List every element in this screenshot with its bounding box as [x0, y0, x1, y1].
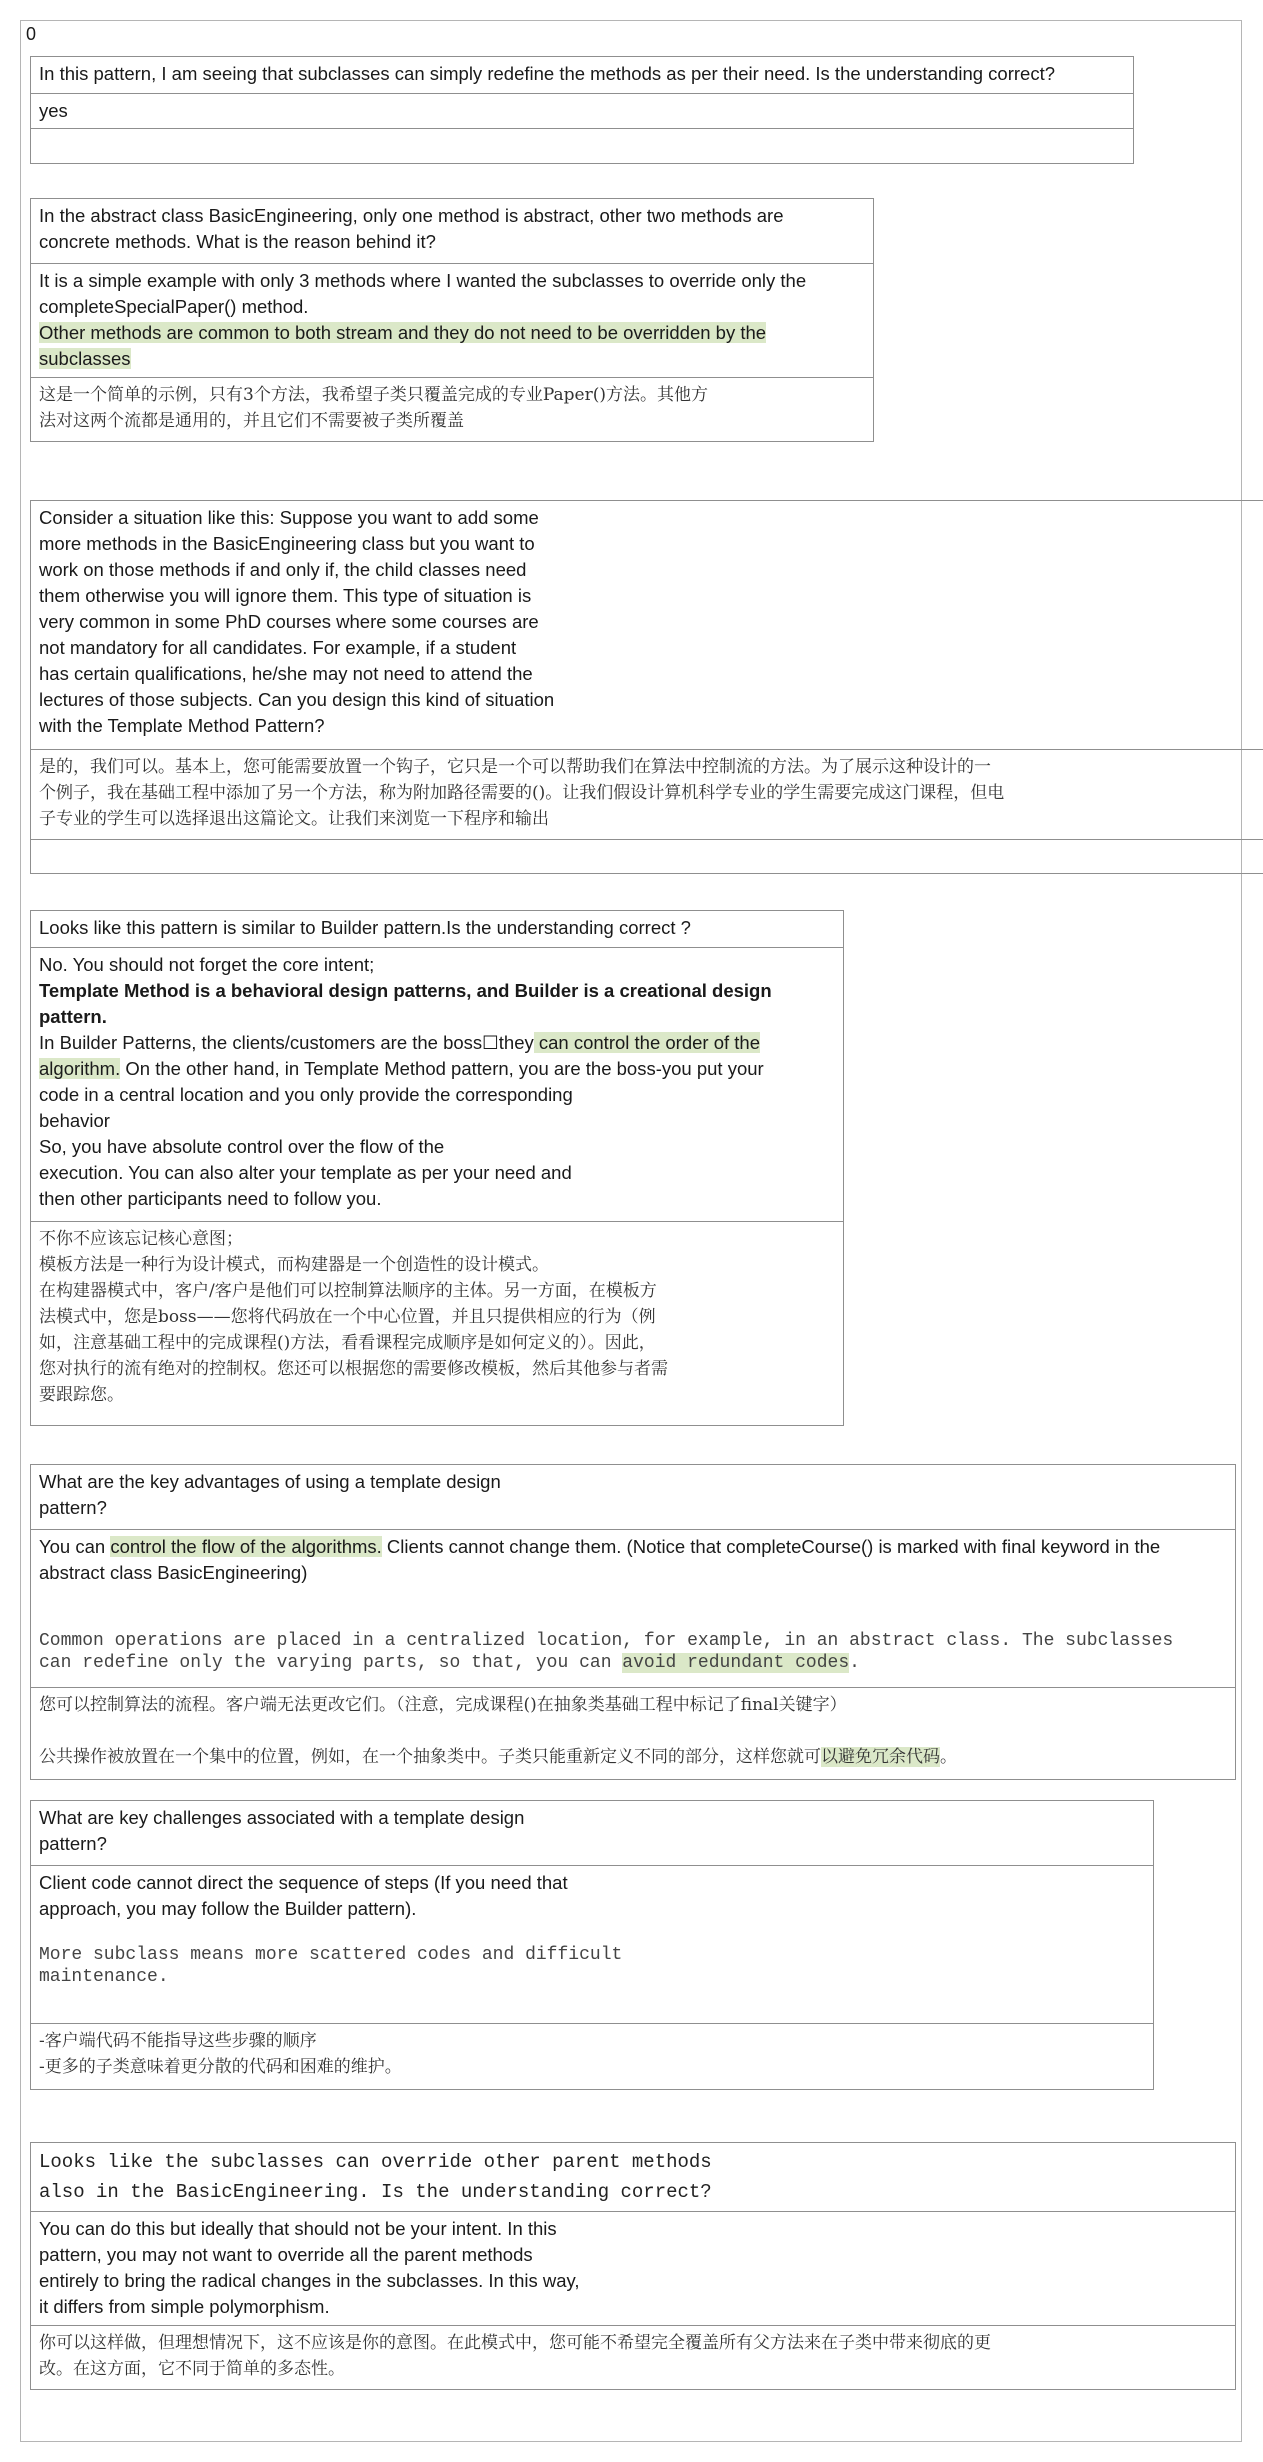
qa-table-5 — [30, 1464, 1236, 1780]
qa-table-4 — [30, 910, 844, 1426]
highlighted-text: 以避免冗余代码 — [821, 1747, 940, 1767]
qa-table-1 — [30, 56, 1134, 164]
translation-cell: 是的，我们可以。基本上，您可能需要放置一个钩子，它只是一个可以帮助我们在算法中控制流的方法。为了展示这种设计的一 个例子，我在基础工程中添加了另一个方法，称为附加路径需要的()。让我们假设计算机科学专业的学生需要完成这门课程，但电 子专业的学生可以选择退出这篇论文。让我们来浏览一下程序和输出 — [31, 749, 1263, 839]
question-cell — [31, 57, 1133, 93]
qa-table-6 — [30, 1800, 1154, 2090]
answer-text: yes — [39, 100, 68, 121]
answer-cell: Client code cannot direct the sequence of steps (If you need that approach, you may follow the Builder pattern). More subclass means more scattered codes and difficult maintenance. — [31, 1865, 1153, 2023]
qa-table-2 — [30, 198, 874, 442]
translation-cell: 你可以这样做，但理想情况下，这不应该是你的意图。在此模式中，您可能不希望完全覆盖所有父方法来在子类中带来彻底的更 改。在这方面，它不同于简单的多态性。 — [31, 2325, 1235, 2389]
translation-cell: 您可以控制算法的流程。客户端无法更改它们。（注意，完成课程()在抽象类基础工程中标记了final关键字） 公共操作被放置在一个集中的位置，例如，在一个抽象类中。子类只能重新定义不同的部分，这样您就可以避免冗余代码。 — [31, 1687, 1235, 1779]
highlighted-text: Other methods are common to both stream and they do not need to be overridden by the — [39, 322, 767, 343]
highlighted-text: can control the order of the — [533, 1032, 760, 1053]
question-cell: What are the key advantages of using a template design pattern? — [39, 1471, 501, 1518]
question-cell: Consider a situation like this: Suppose you want to add some more methods in the BasicEngineering class but you want to work on those methods if and only if, the child classes need them otherwise you will ignore them. This type of situation is very common in some PhD courses where some courses are not mandatory for all candidates. For example, if a student has certain qualifications, he/she may not need to attend the lectures of those subjects. Can you design this kind of situation with the Template Method Pattern? — [39, 507, 555, 736]
empty-cell — [31, 128, 1133, 163]
highlighted-text: avoid redundant codes — [622, 1653, 850, 1673]
empty-cell — [31, 839, 1263, 873]
answer-cell: You can control the flow of the algorithms. Clients cannot change them. (Notice that completeCourse() is marked with final keyword in the abstract class BasicEngineering) Common operations are placed in a centralized location, for example, in an abstract class. The subclasses can redefine only the varying parts, so that, you can avoid redundant codes. — [31, 1529, 1235, 1687]
qa-table-3 — [30, 500, 1263, 874]
page-number: 0 — [26, 24, 37, 44]
qa-table-7 — [30, 2142, 1236, 2390]
translation-cell: -客户端代码不能指导这些步骤的顺序 -更多的子类意味着更分散的代码和困难的维护。 — [31, 2023, 1153, 2089]
translation-cell: 这是一个简单的示例，只有3个方法，我希望子类只覆盖完成的专业Paper()方法。其他方 法对这两个流都是通用的，并且它们不需要被子类所覆盖 — [31, 377, 873, 441]
question-text: In this pattern, I am seeing that subclasses can simply redefine the methods as per their need. Is the understanding correct? — [39, 63, 1056, 84]
highlighted-text: subclasses — [39, 348, 131, 369]
question-cell: Looks like the subclasses can override other parent methods also in the BasicEngineering. Is the understanding correct? — [39, 2151, 712, 2203]
translation-cell: 不你不应该忘记核心意图； 模板方法是一种行为设计模式，而构建器是一个创造性的设计模式。 在构建器模式中，客户/客户是他们可以控制算法顺序的主体。另一方面，在模板方 法模式中，您是boss——您将代码放在一个中心位置，并且只提供相应的行为（例 如，注意基础工程中的完成课程()方法，看看课程完成顺序是如何定义的）。因此， 您对执行的流有绝对的控制权。您还可以根据您的需要修改模板，然后其他参与者需 要跟踪您。 — [31, 1221, 843, 1425]
answer-cell — [31, 93, 1133, 128]
answer-cell: No. You should not forget the core intent; Template Method is a behavioral design patterns, and Builder is a creational design pattern. In Builder Patterns, the clients/customers are the boss☐they can control the order of the algorithm. On the other hand, in Template Method pattern, you are the boss-you put your code in a central location and you only provide the corresponding behavior So, you have absolute control over the flow of the execution. You can also alter your template as per your need and then other participants need to follow you. — [31, 947, 843, 1221]
question-cell: Looks like this pattern is similar to Builder pattern.Is the understanding correct ? — [39, 917, 691, 938]
highlighted-text: control the flow of the algorithms. — [110, 1536, 382, 1557]
answer-cell: It is a simple example with only 3 methods where I wanted the subclasses to override only the completeSpecialPaper() method. Other methods are common to both stream and they do not need to be overridden by the subclasses — [31, 263, 873, 377]
answer-cell: You can do this but ideally that should not be your intent. In this pattern, you may not want to override all the parent methods entirely to bring the radical changes in the subclasses. In this way, it differs from simple polymorphism. — [31, 2211, 1235, 2325]
question-cell: What are key challenges associated with a template design pattern? — [39, 1807, 525, 1854]
question-cell: In the abstract class BasicEngineering, only one method is abstract, other two methods are concrete methods. What is the reason behind it? — [39, 205, 784, 252]
highlighted-text: algorithm. — [39, 1058, 121, 1079]
